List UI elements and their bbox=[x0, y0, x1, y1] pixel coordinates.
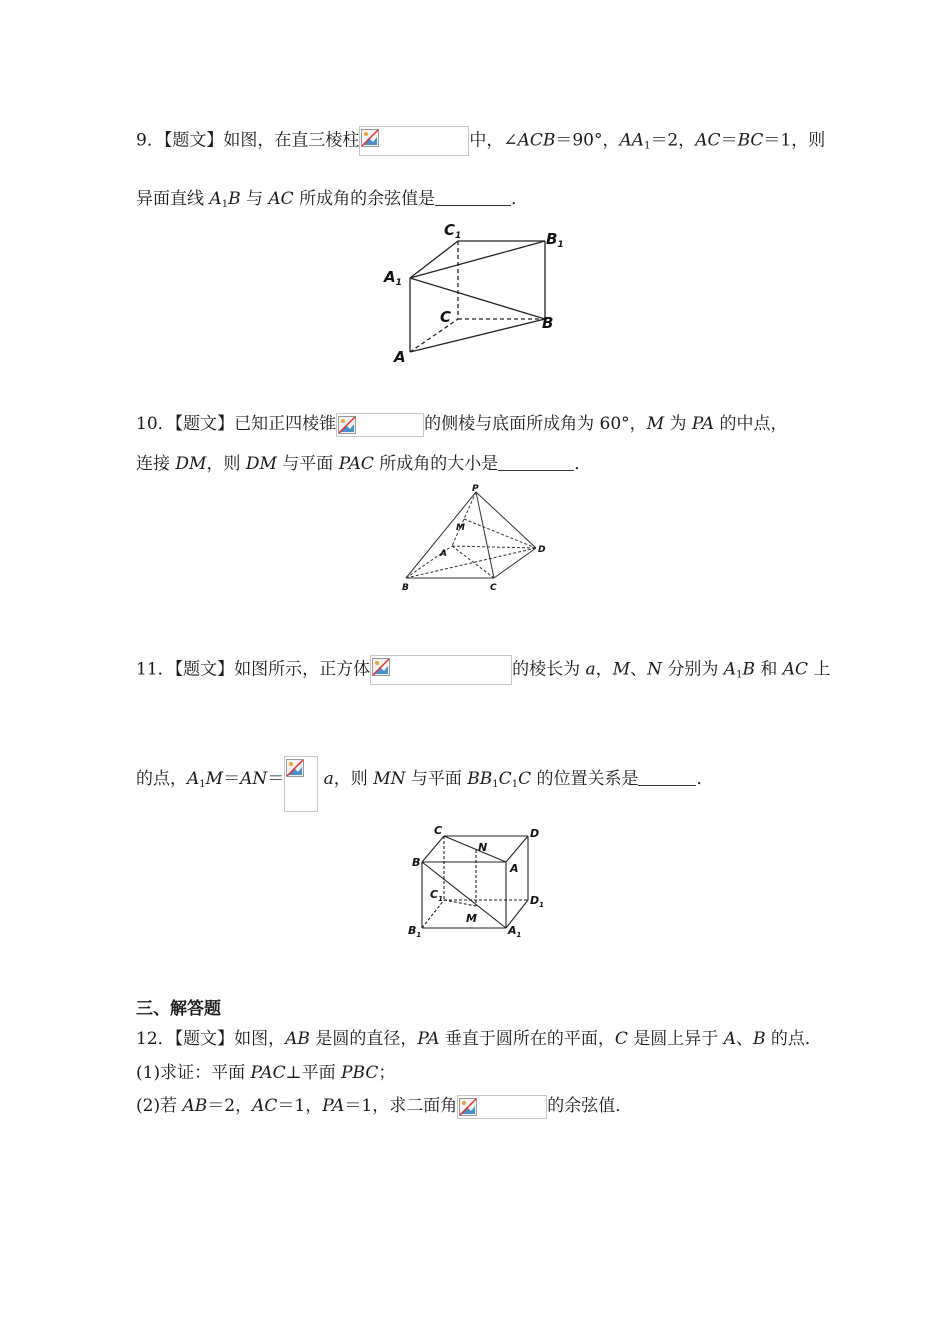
label-C: C bbox=[490, 583, 497, 593]
label-B: B bbox=[542, 314, 554, 332]
label-N: N bbox=[478, 841, 488, 854]
section-heading: 三、解答题 bbox=[136, 999, 221, 1019]
q9-number: 9 bbox=[136, 130, 147, 151]
broken-image-placeholder bbox=[370, 655, 512, 685]
label-C: C bbox=[440, 308, 452, 326]
label-A1: $A_1$ bbox=[384, 268, 402, 288]
q12-part2: (2)若 AB＝2，AC＝1，PA＝1，求二面角 的余弦值． bbox=[136, 1094, 632, 1119]
answer-blank[interactable] bbox=[638, 769, 696, 786]
broken-image-placeholder bbox=[336, 413, 424, 437]
q11-cube-figure bbox=[404, 822, 554, 948]
label-D1: $D_1$ bbox=[530, 894, 545, 909]
label-C: C bbox=[434, 824, 443, 837]
label-C1: $C_1$ bbox=[444, 222, 462, 241]
label-D: D bbox=[530, 827, 540, 840]
label-B1: $B_1$ bbox=[408, 924, 422, 939]
broken-image-placeholder bbox=[457, 1095, 547, 1119]
label-M: M bbox=[466, 912, 477, 925]
answer-blank[interactable] bbox=[498, 454, 574, 471]
label-A: A bbox=[440, 549, 447, 559]
label-A: A bbox=[394, 348, 406, 366]
q12-part1: (1)求证：平面 PAC⊥平面 PBC； bbox=[136, 1063, 396, 1083]
label-B1: $B_1$ bbox=[546, 230, 564, 250]
q9-line1: 9．【题文】如图，在直三棱柱 中，∠ACB＝90°，$AA_1=2$，AC＝BC＝1，则 bbox=[136, 126, 825, 159]
label-B: B bbox=[402, 583, 409, 593]
label-M: M bbox=[456, 523, 465, 533]
label-A1: $A_1$ bbox=[508, 924, 522, 939]
label-A: A bbox=[510, 862, 519, 875]
q9-prism-figure bbox=[380, 222, 580, 371]
q10-line2: 连接 DM，则 DM 与平面 PAC 所成角的大小是 ． bbox=[136, 454, 592, 474]
q9-tag: 【题文】 bbox=[163, 130, 224, 151]
label-B: B bbox=[412, 856, 421, 869]
label-C1: $C_1$ bbox=[430, 888, 443, 903]
q11-line2: 的点，$A_1M=AN=$ a，则 MN 与平面 $BB_1C_1C$ 的位置关系是 ． bbox=[136, 756, 713, 812]
q9-line2: 异面直线 $A_1B$ 与 AC 所成角的余弦值是 ． bbox=[136, 189, 529, 210]
label-P: P bbox=[472, 484, 479, 494]
q10-line1: 10．【题文】已知正四棱锥 的侧棱与底面所成角为 60°，M 为 PA 的中点， bbox=[136, 412, 787, 437]
q11-line1: 11．【题文】如图所示，正方体 的棱长为 a，M、N 分别为 $A_1B$ 和 AC 上 bbox=[136, 655, 830, 688]
broken-image-placeholder bbox=[284, 756, 318, 812]
broken-image-placeholder bbox=[359, 126, 469, 156]
answer-blank[interactable] bbox=[435, 189, 511, 206]
q12-line1: 12．【题文】如图，AB 是圆的直径，PA 垂直于圆所在的平面，C 是圆上异于 A、B 的点． bbox=[136, 1029, 822, 1049]
q10-pyramid-figure bbox=[398, 484, 558, 598]
label-D: D bbox=[538, 545, 546, 555]
